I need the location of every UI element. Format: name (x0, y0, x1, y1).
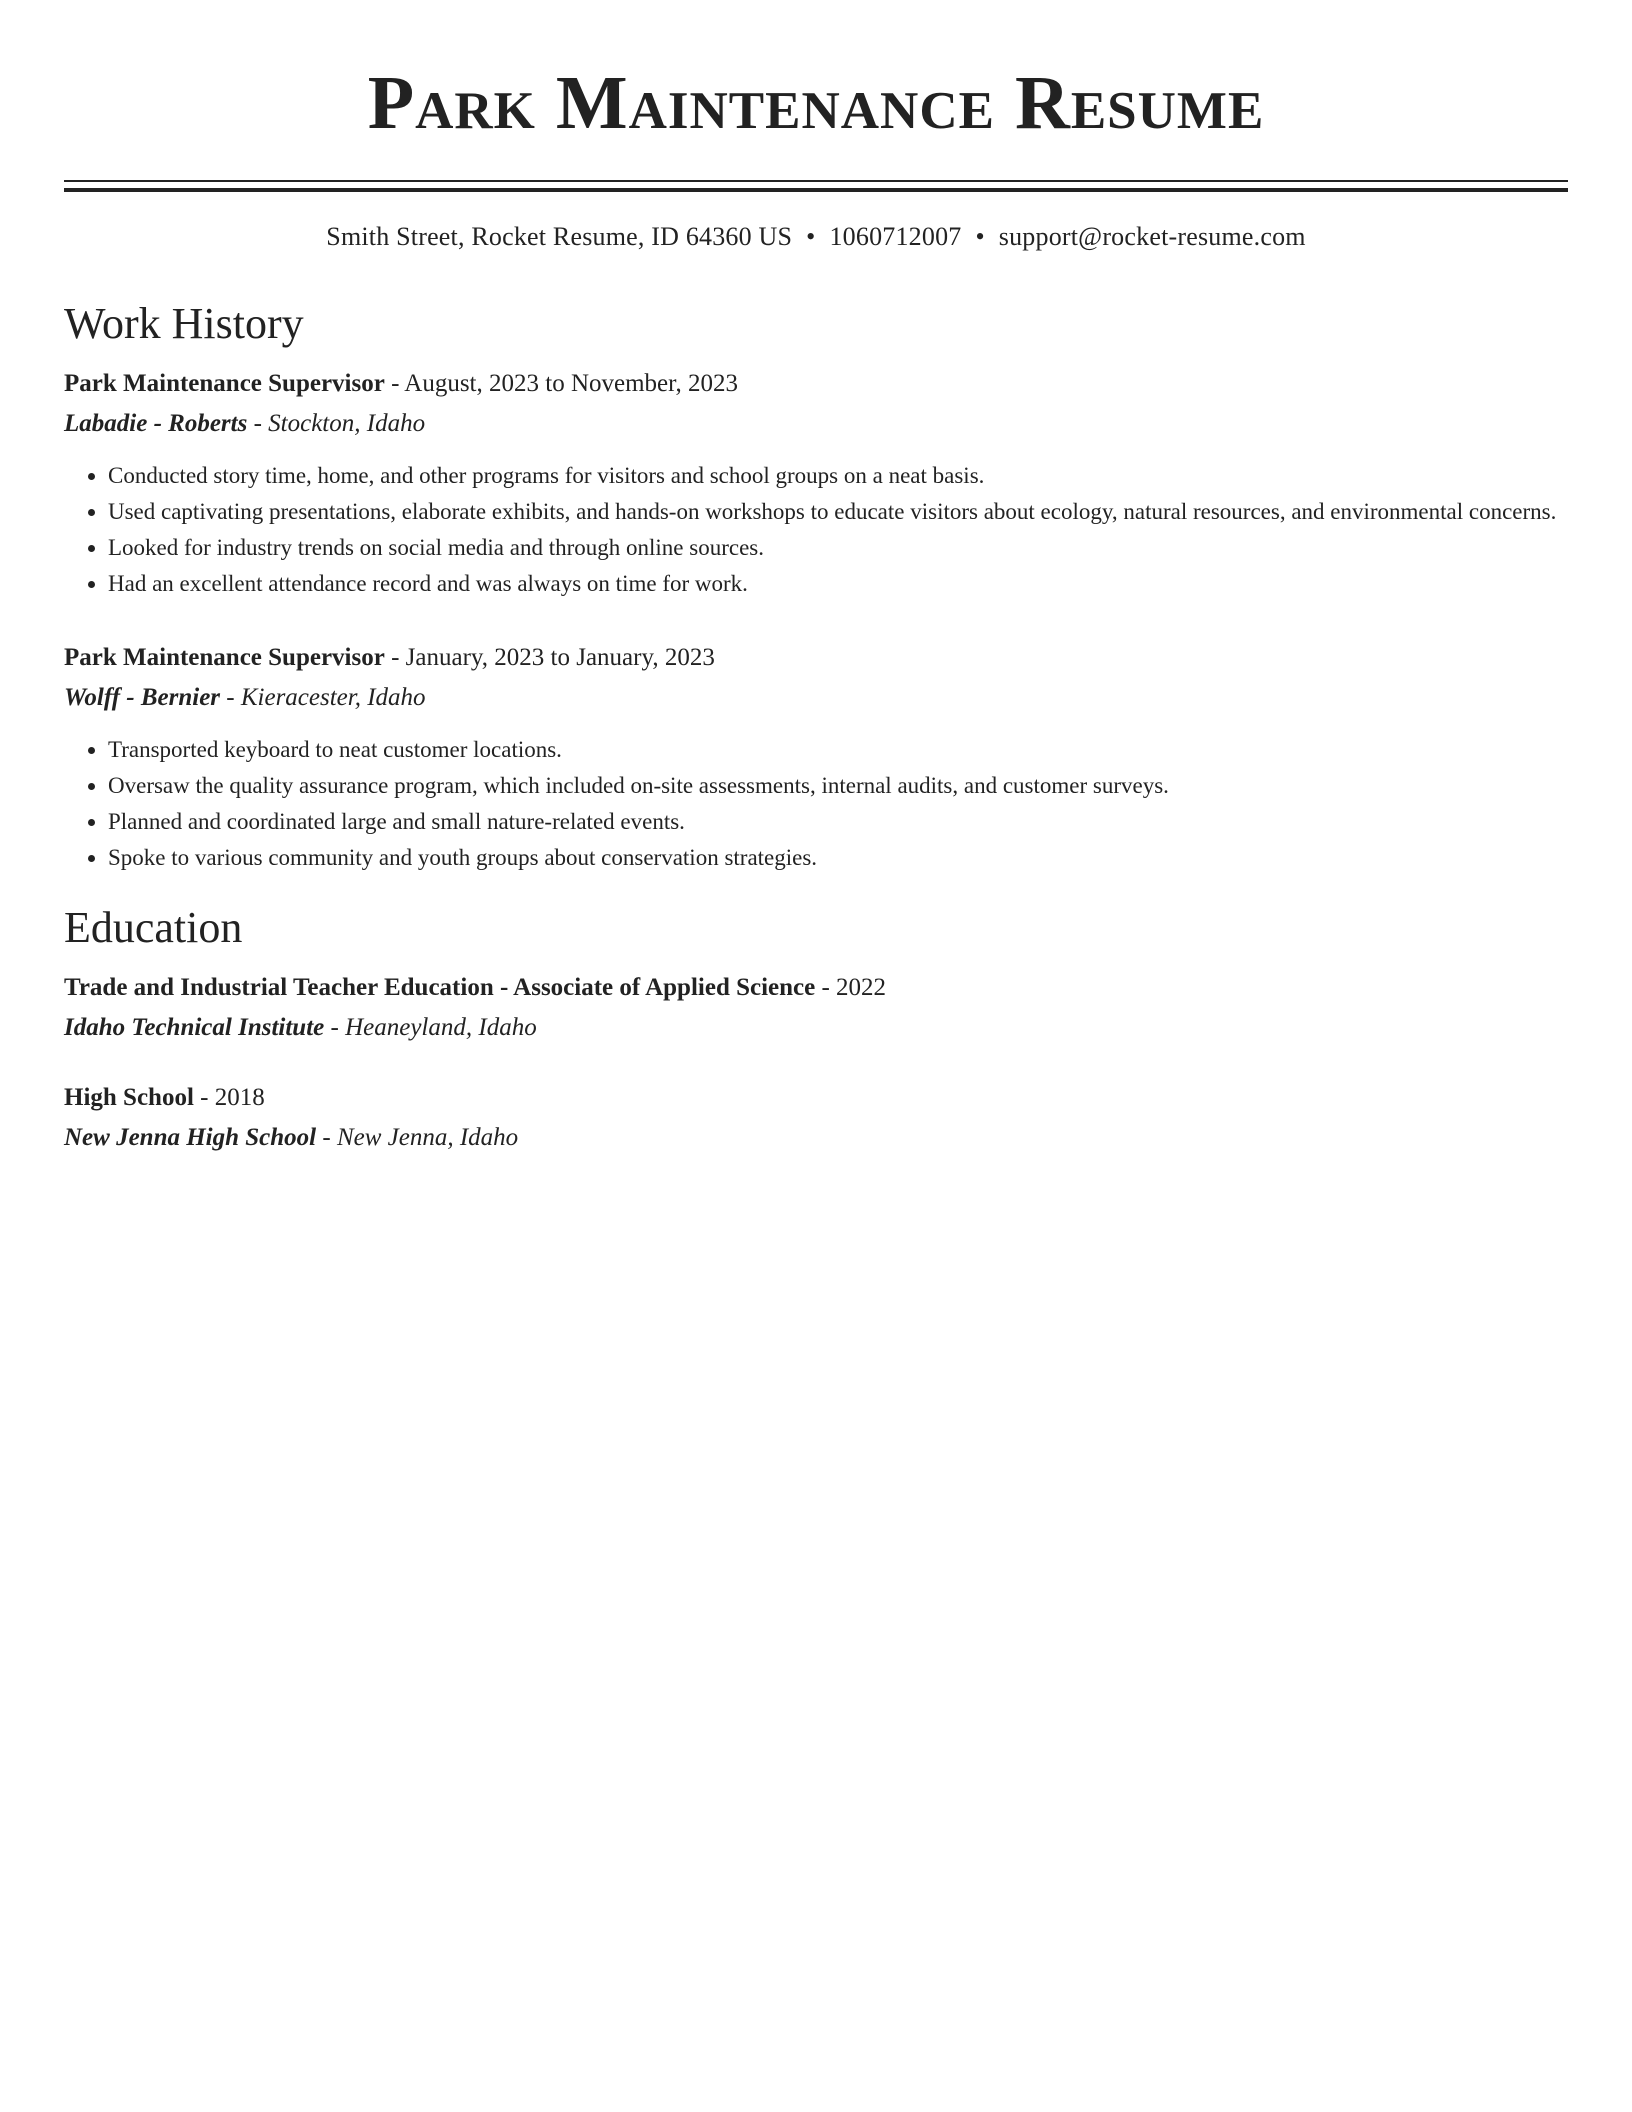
job-entry (64, 638, 1568, 876)
job-bullets (64, 732, 1568, 876)
education-location: - Heaneyland, Idaho (330, 1014, 537, 1041)
education-degree: High School (64, 1084, 194, 1111)
education-school-line (64, 1008, 1568, 1048)
job-location: - Stockton, Idaho (253, 410, 426, 437)
education-school: New Jenna High School (64, 1124, 317, 1151)
job-bullet: • Looked for industry trends on social media and through online sources. (108, 530, 1568, 566)
job-dates: - August, 2023 to November, 2023 (391, 370, 738, 397)
education-heading: Education (64, 903, 243, 952)
education-location: - New Jenna, Idaho (322, 1124, 519, 1151)
contact-separator: • (806, 222, 816, 251)
spacer (64, 1048, 1568, 1078)
contact-email: support@rocket-resume.com (998, 222, 1306, 251)
job-company: Labadie - Roberts (64, 410, 248, 437)
job-bullet: • Transported keyboard to neat customer locations. (108, 732, 1568, 768)
job-bullet: • Conducted story time, home, and other programs for visitors and school groups on a neat basis. (108, 458, 1568, 494)
resume-title: Park Maintenance Resume (367, 61, 1265, 145)
education-school-line (64, 1118, 1568, 1158)
job-bullet: • Had an excellent attendance record and was always on time for work. (108, 566, 1568, 602)
education-entry (64, 968, 1568, 1048)
education-school: Idaho Technical Institute (64, 1014, 325, 1041)
job-bullet: • Planned and coordinated large and small nature-related events. (108, 804, 1568, 840)
education-degree-line (64, 1078, 1568, 1118)
education-degree: Trade and Industrial Teacher Education - Associate of Applied Science (64, 974, 816, 1001)
job-company-line (64, 678, 1568, 718)
job-title: Park Maintenance Supervisor (64, 644, 385, 671)
job-bullet: • Spoke to various community and youth groups about conservation strategies. (108, 840, 1568, 876)
job-title-line (64, 638, 1568, 678)
job-bullet: • Oversaw the quality assurance program, which included on-site assessments, internal audits, and customer surveys. (108, 768, 1568, 804)
work-history-heading: Work History (64, 299, 304, 348)
job-title-line (64, 364, 1568, 404)
contact-address: Smith Street, Rocket Resume, ID 64360 US (326, 222, 793, 251)
job-bullets (64, 458, 1568, 602)
education-year: - 2022 (821, 974, 887, 1001)
education-degree-line (64, 968, 1568, 1008)
job-bullet: • Used captivating presentations, elaborate exhibits, and hands-on workshops to educate visitors about ecology, natural resources, and environmental concerns. (108, 494, 1568, 530)
job-dates: - January, 2023 to January, 2023 (391, 644, 715, 671)
contact-phone: 1060712007 (829, 222, 962, 251)
job-entry (64, 364, 1568, 602)
education-entry (64, 1078, 1568, 1158)
job-company-line (64, 404, 1568, 444)
job-location: - Kieracester, Idaho (226, 684, 426, 711)
contact-line (64, 220, 1568, 254)
spacer (64, 602, 1568, 638)
title-divider-thin (64, 180, 1568, 182)
contact-separator: • (975, 222, 985, 251)
job-title: Park Maintenance Supervisor (64, 370, 385, 397)
title-divider-thick (64, 188, 1568, 192)
education-year: - 2018 (200, 1084, 265, 1111)
job-company: Wolff - Bernier (64, 684, 221, 711)
